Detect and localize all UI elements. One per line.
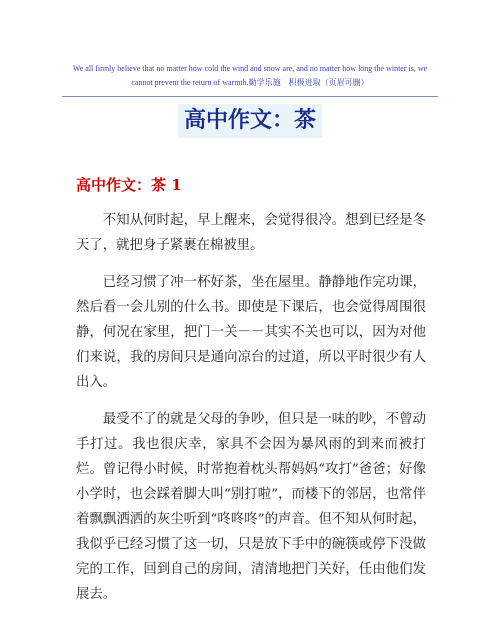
header-quote-line-1: We all firmly believe that no matter how cold the wind and snow are, and no matter how long the winter is, we — [72, 64, 428, 73]
document-title — [0, 104, 500, 138]
paragraph-3: 最受不了的就是父母的争吵，但只是一味的吵，不曾动手打过。我也很庆幸，家具不会因为暴风雨的到来而被打烂。曾记得小时候，时常抱着枕头帮妈妈“攻打”爸爸；好像小学时，也会踩着脚大叫“别打啦”，而楼下的邻居，也常伴着飘飘洒洒的灰尘听到“咚咚咚”的声音。但不知从何时起，我似乎已经习惯了这一切，只是放下手中的碗筷或停下没做完的工作，回到自己的房间，清清地把门关好，任由他们发展去。 — [76, 412, 426, 602]
paragraph-2: 已经习惯了冲一杯好茶，坐在屋里。静静地作完功课，然后看一会儿别的什么书。即使是下课后，也会觉得周围很静，何况在家里，把门一关－－其实不关也可以，因为对他们来说，我的房间只是通向凉台的过道，所以平时很少有人出入。 — [76, 275, 426, 390]
header-divider — [62, 96, 438, 97]
document-title-text: 高中作文：茶 — [178, 104, 322, 138]
paragraph-1: 不知从何时起，早上醒来，会觉得很冷。想到已经是冬天了，就把身子紧裹在棉被里。 — [76, 213, 426, 253]
section-heading: 高中作文：茶 1 — [76, 176, 182, 194]
page-header-quote — [60, 62, 440, 90]
body-text — [76, 208, 426, 619]
header-quote-line-2: cannot prevent the return of warmth.勤学乐施 积极进取（页眉可删） — [131, 78, 369, 87]
